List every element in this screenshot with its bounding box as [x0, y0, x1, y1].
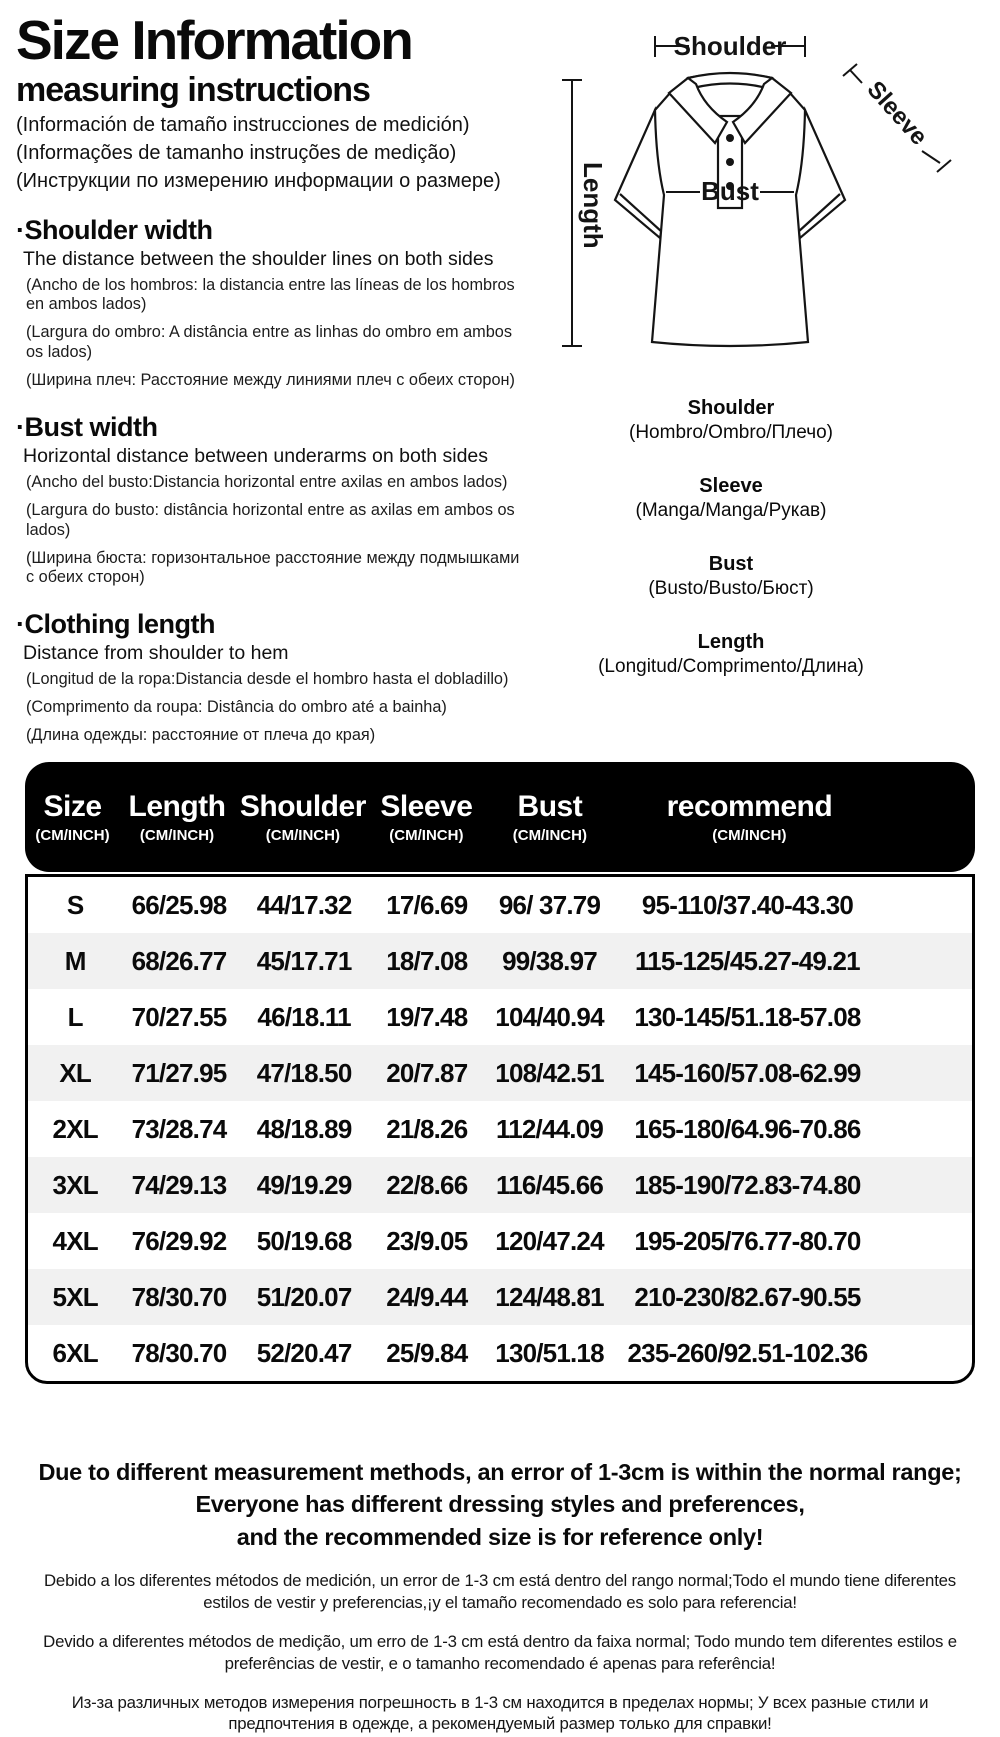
table-row-l — [28, 989, 972, 1045]
cell-sleeve: 17/6.69 — [386, 889, 468, 920]
cell-recommend: 95-110/37.40-43.30 — [641, 889, 854, 920]
section-note-ru: (Ширина бюста: горизонтальное расстояние между подмышками с обеих сторон) — [26, 548, 520, 587]
table-row-s — [28, 877, 972, 933]
polo-shirt-diagram — [548, 10, 1000, 363]
disclaimer-footer — [0, 1456, 1000, 1735]
disclaimer-line-3: and the recommended size is for reference only! — [236, 1523, 764, 1550]
cell-recommend: 115-125/45.27-49.21 — [635, 945, 860, 976]
top-area — [0, 0, 1000, 762]
column-header-bust: Bust (CM/INCH) — [512, 790, 587, 844]
section-title: ·Shoulder width — [16, 214, 213, 245]
cell-shoulder: 48/18.89 — [256, 1113, 352, 1144]
cell-recommend: 210-230/82.67-90.55 — [634, 1281, 861, 1312]
cell-shoulder: 47/18.50 — [256, 1057, 352, 1088]
title-translation-ru: (Инструкции по измерению информации о размере) — [16, 169, 501, 192]
section-note-pt: (Comprimento da roupa: Distância do ombro até a bainha) — [26, 698, 447, 717]
section-note-ru: (Ширина плеч: Расстояние между линиями плеч с обеих сторон) — [26, 371, 515, 389]
cell-shoulder: 45/17.71 — [256, 945, 352, 976]
table-row-xl — [28, 1045, 972, 1101]
cell-size: 5XL — [52, 1281, 98, 1312]
cell-size: 2XL — [52, 1113, 98, 1144]
legend-term: Length — [697, 631, 765, 653]
section-description: The distance between the shoulder lines on both sides — [23, 247, 494, 270]
polo-shirt-illustration-icon — [548, 10, 1000, 358]
legend-item-sleeve — [548, 475, 914, 522]
cell-sleeve: 22/8.66 — [386, 1169, 468, 1200]
diagram-column — [548, 0, 1000, 762]
section-title: ·Clothing length — [16, 609, 215, 640]
section-description: Horizontal distance between underarms on both sides — [23, 444, 489, 467]
cell-bust: 104/40.94 — [495, 1001, 604, 1032]
cell-bust: 108/42.51 — [495, 1057, 604, 1088]
cell-sleeve: 21/8.26 — [386, 1113, 468, 1144]
size-table — [25, 762, 975, 1384]
column-header-length: Length (CM/INCH) — [128, 790, 226, 844]
cell-length: 74/29.13 — [131, 1169, 227, 1200]
diagram-length-label: Length — [578, 162, 608, 249]
table-row-m — [28, 933, 972, 989]
cell-shoulder: 49/19.29 — [256, 1169, 352, 1200]
cell-recommend: 235-260/92.51-102.36 — [627, 1337, 868, 1368]
cell-size: M — [64, 945, 86, 976]
column-header-shoulder: Shoulder (CM/INCH) — [239, 790, 366, 844]
cell-shoulder: 51/20.07 — [256, 1281, 352, 1312]
table-row-2xl — [28, 1101, 972, 1157]
cell-bust: 112/44.09 — [495, 1113, 604, 1144]
size-table-header — [25, 762, 975, 872]
cell-sleeve: 25/9.84 — [386, 1337, 468, 1368]
title-translation-pt: (Informações de tamanho instruções de medição) — [16, 141, 457, 164]
legend-term: Shoulder — [687, 397, 775, 419]
cell-bust: 116/45.66 — [495, 1169, 604, 1200]
diagram-bust-label: Bust — [701, 176, 759, 206]
page-title: Size Information — [16, 9, 412, 71]
cell-recommend: 145-160/57.08-62.99 — [634, 1057, 861, 1088]
cell-recommend: 130-145/51.18-57.08 — [634, 1001, 861, 1032]
cell-length: 71/27.95 — [131, 1057, 227, 1088]
cell-sleeve: 19/7.48 — [386, 1001, 468, 1032]
section-note-es: (Ancho del busto:Distancia horizontal entre axilas en ambos lados) — [26, 472, 508, 491]
cell-shoulder: 46/18.11 — [257, 1001, 351, 1032]
cell-shoulder: 50/19.68 — [256, 1225, 352, 1256]
cell-size: XL — [59, 1057, 91, 1088]
cell-bust: 130/51.18 — [495, 1337, 604, 1368]
legend-translation: (Hombro/Ombro/Плечо) — [629, 422, 833, 443]
section-note-ru: (Длина одежды: расстояние от плеча до края) — [26, 726, 376, 744]
section-title: ·Bust width — [16, 411, 158, 442]
cell-length: 66/25.98 — [131, 889, 227, 920]
size-table-body — [25, 874, 975, 1384]
cell-recommend: 165-180/64.96-70.86 — [634, 1113, 861, 1144]
cell-sleeve: 23/9.05 — [386, 1225, 468, 1256]
legend-translation: (Busto/Busto/Бюст) — [648, 578, 814, 599]
disclaimer-note-pt: Devido a diferentes métodos de medição, um erro de 1-3 cm está dentro da faixa normal; Todo mundo tem diferentes estilos e preferências de vestir, e o tamanho recomendado é apenas para referência! — [43, 1631, 957, 1673]
section-note-es: (Ancho de los hombros: la distancia entre las líneas de los hombros en ambos lados) — [26, 275, 515, 314]
diagram-sleeve-label: Sleeve — [861, 75, 933, 151]
legend-item-shoulder — [548, 397, 914, 444]
legend-term: Sleeve — [699, 475, 763, 497]
cell-bust: 124/48.81 — [495, 1281, 604, 1312]
cell-size: L — [67, 1001, 83, 1032]
column-header-recommend: recommend (CM/INCH) — [666, 790, 833, 844]
cell-shoulder: 44/17.32 — [256, 889, 352, 920]
title-translation-es: (Información de tamaño instrucciones de medición) — [16, 113, 470, 136]
table-row-3xl — [28, 1157, 972, 1213]
legend-item-bust — [548, 553, 914, 600]
section-shoulder-width — [16, 215, 542, 391]
disclaimer-translations — [0, 1570, 1000, 1735]
section-bust-width — [16, 412, 542, 588]
disclaimer-line-2: Everyone has different dressing styles and preferences, — [195, 1491, 805, 1518]
table-row-4xl — [28, 1213, 972, 1269]
legend-item-length — [548, 631, 914, 678]
measurement-legend — [548, 397, 1000, 678]
cell-bust: 120/47.24 — [495, 1225, 604, 1256]
cell-size: S — [66, 889, 84, 920]
cell-length: 70/27.55 — [131, 1001, 227, 1032]
disclaimer-note-ru: Из-за различных методов измерения погрешность в 1-3 см находится в пределах нормы; У всех разные стили и предпочтения в одежде, а рекомендуемый размер только для справки! — [71, 1692, 929, 1734]
cell-sleeve: 24/9.44 — [386, 1281, 468, 1312]
diagram-shoulder-label: Shoulder — [673, 31, 787, 61]
section-note-pt: (Largura do ombro: A distância entre as linhas do ombro em ambos os lados) — [26, 323, 512, 362]
disclaimer-note-es: Debido a los diferentes métodos de medición, un error de 1-3 cm está dentro del rango normal;Todo el mundo tiene diferentes estilos de vestir y preferencias,¡y el tamaño recomendado es solo para referencia! — [44, 1571, 956, 1613]
section-note-pt: (Largura do busto: distância horizontal entre as axilas em ambos os lados) — [26, 500, 515, 539]
cell-length: 68/26.77 — [131, 945, 227, 976]
cell-size: 3XL — [52, 1169, 98, 1200]
cell-length: 73/28.74 — [131, 1113, 227, 1144]
disclaimer-line-1: Due to different measurement methods, an error of 1-3cm is within the normal range; — [38, 1459, 962, 1485]
cell-size: 6XL — [52, 1337, 98, 1368]
cell-size: 4XL — [52, 1225, 98, 1256]
cell-shoulder: 52/20.47 — [256, 1337, 352, 1368]
cell-length: 76/29.92 — [131, 1225, 227, 1256]
column-header-sleeve: Sleeve (CM/INCH) — [380, 790, 473, 844]
measuring-instructions-column — [0, 0, 548, 762]
page-subtitle: measuring instructions — [16, 70, 370, 109]
cell-recommend: 185-190/72.83-74.80 — [634, 1169, 861, 1200]
table-row-5xl — [28, 1269, 972, 1325]
cell-sleeve: 20/7.87 — [386, 1057, 468, 1088]
cell-recommend: 195-205/76.77-80.70 — [634, 1225, 861, 1256]
section-clothing-length — [16, 609, 542, 746]
table-row-6xl — [28, 1325, 972, 1381]
legend-translation: (Longitud/Comprimento/Длина) — [598, 656, 864, 677]
cell-bust: 96/ 37.79 — [498, 889, 601, 920]
cell-length: 78/30.70 — [131, 1281, 227, 1312]
section-description: Distance from shoulder to hem — [23, 642, 289, 665]
cell-bust: 99/38.97 — [502, 945, 597, 976]
cell-sleeve: 18/7.08 — [386, 945, 468, 976]
legend-term: Bust — [708, 553, 754, 575]
title-translations — [16, 112, 542, 194]
section-note-es: (Longitud de la ropa:Distancia desde el hombro hasta el dobladillo) — [26, 670, 509, 689]
legend-translation: (Manga/Manga/Рукав) — [635, 500, 827, 521]
column-header-size: Size (CM/INCH) — [35, 790, 110, 844]
cell-length: 78/30.70 — [131, 1337, 227, 1368]
